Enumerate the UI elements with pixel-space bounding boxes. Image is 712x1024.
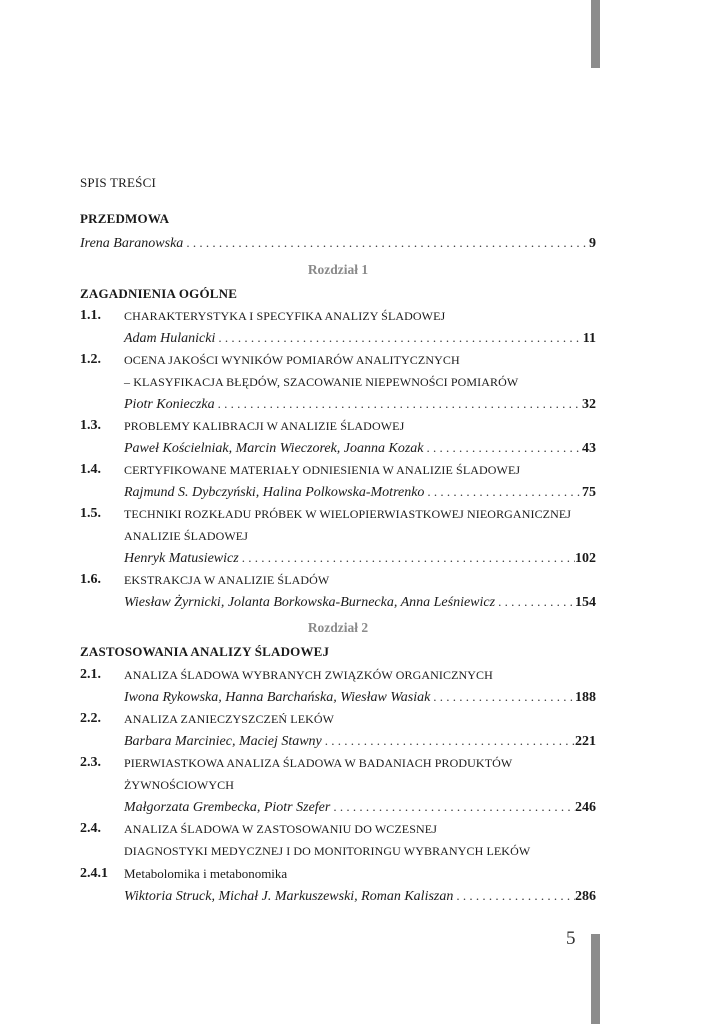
toc-entry-1-1[interactable]: [80, 305, 596, 327]
entry-page: 102: [575, 551, 596, 566]
leader-dots: [215, 393, 582, 415]
entry-number: 1.2.: [80, 352, 101, 367]
entry-page: 221: [575, 734, 596, 749]
leader-dots: [330, 796, 575, 818]
toc-entry-1-2[interactable]: [80, 349, 596, 371]
entry-number: 2.4.1: [80, 866, 108, 881]
entry-title: PIERWIASTKOWA ANALIZA ŚLADOWA W BADANIACH PRODUKTÓW: [124, 756, 513, 770]
leader-dots: [183, 232, 589, 254]
entry-title: PROBLEMY KALIBRACJI W ANALIZIE ŚLADOWEJ: [124, 419, 405, 433]
entry-title: ANALIZA ZANIECZYSZCZEŃ LEKÓW: [124, 712, 335, 726]
toc-entry-1-2-title-cont: [80, 371, 596, 393]
entry-title: ANALIZA ŚLADOWA WYBRANYCH ZWIĄZKÓW ORGANICZNYCH: [124, 668, 493, 682]
bottom-margin-bar: [591, 934, 600, 1024]
page-number: 5: [566, 928, 576, 949]
entry-title-continued: DIAGNOSTYKI MEDYCZNEJ I DO MONITORINGU WYBRANYCH LEKÓW: [124, 844, 531, 858]
entry-page: 11: [582, 331, 596, 346]
entry-title: TECHNIKI ROZKŁADU PRÓBEK W WIELOPIERWIASTKOWEJ NIEORGANICZNEJ: [124, 507, 572, 521]
leader-dots: [430, 686, 575, 708]
entry-author: Wiktoria Struck, Michał J. Markuszewski, Roman Kaliszan: [124, 889, 454, 904]
entry-number: 1.3.: [80, 418, 101, 433]
entry-number: 1.4.: [80, 462, 101, 477]
leader-dots: [239, 547, 575, 569]
entry-title: ANALIZA ŚLADOWA W ZASTOSOWANIU DO WCZESNEJ: [124, 822, 437, 836]
entry-page: 75: [582, 485, 596, 500]
entry-page: 286: [575, 889, 596, 904]
entry-title: EKSTRAKCJA W ANALIZIE ŚLADÓW: [124, 573, 330, 587]
toc-entry-1-6[interactable]: [80, 569, 596, 591]
toc-title: SPIS TREŚCI: [80, 175, 157, 190]
toc-entry-1-2-author: [80, 393, 596, 415]
toc-entry-2-2[interactable]: [80, 708, 596, 730]
entry-page: 246: [575, 800, 596, 815]
entry-title: Metabolomika i metabonomika: [124, 866, 288, 881]
chapter2-heading: ZASTOSOWANIA ANALIZY ŚLADOWEJ: [80, 644, 330, 659]
top-margin-bar: [591, 0, 600, 68]
chapter1-label: Rozdział 1: [307, 262, 369, 277]
entry-page: 188: [575, 690, 596, 705]
toc-entry-1-4[interactable]: [80, 459, 596, 481]
toc-entry-1-1-author: [80, 327, 596, 349]
preface-heading: PRZEDMOWA: [80, 211, 170, 226]
entry-number: 1.6.: [80, 572, 101, 587]
toc-entry-1-5[interactable]: [80, 503, 596, 525]
toc-entry-1-5-title-cont: [80, 525, 596, 547]
preface-author: Irena Baranowska: [80, 236, 184, 251]
toc-entry-2-3[interactable]: [80, 752, 596, 774]
chapter1-heading: ZAGADNIENIA OGÓLNE: [80, 286, 238, 301]
toc-entry-2-4-1-author: [80, 885, 596, 907]
leader-dots: [424, 437, 582, 459]
toc-entry-1-4-author: [80, 481, 596, 503]
leader-dots: [215, 327, 582, 349]
entry-author: Małgorzata Grembecka, Piotr Szefer: [124, 800, 331, 815]
entry-author: Piotr Konieczka: [124, 397, 215, 412]
toc-entry-2-1[interactable]: [80, 664, 596, 686]
toc-entry-1-3-author: [80, 437, 596, 459]
toc-entry-2-1-author: [80, 686, 596, 708]
toc-entry-2-4-title-cont: [80, 840, 596, 862]
entry-title-continued: – KLASYFIKACJA BŁĘDÓW, SZACOWANIE NIEPEWNOŚCI POMIARÓW: [124, 375, 519, 389]
entry-page: 154: [575, 595, 596, 610]
entry-title: CERTYFIKOWANE MATERIAŁY ODNIESIENIA W ANALIZIE ŚLADOWEJ: [124, 463, 521, 477]
entry-number: 2.4.: [80, 821, 101, 836]
preface-page: 9: [589, 236, 596, 251]
entry-number: 2.1.: [80, 667, 101, 682]
leader-dots: [495, 591, 575, 613]
toc-entry-2-3-author: [80, 796, 596, 818]
entry-author: Adam Hulanicki: [124, 331, 216, 346]
entry-title-continued: ŻYWNOŚCIOWYCH: [124, 778, 234, 792]
entry-number: 1.1.: [80, 308, 101, 323]
entry-page: 32: [582, 397, 596, 412]
preface-entry[interactable]: [80, 232, 596, 254]
entry-author: Henryk Matusiewicz: [124, 551, 239, 566]
entry-number: 2.3.: [80, 755, 101, 770]
chapter2-label: Rozdział 2: [307, 620, 369, 635]
entry-author: Rajmund S. Dybczyński, Halina Polkowska-Motrenko: [124, 485, 425, 500]
entry-number: 2.2.: [80, 711, 101, 726]
toc-entry-2-4-1[interactable]: [80, 863, 596, 885]
entry-title-continued: ANALIZIE ŚLADOWEJ: [124, 529, 249, 543]
toc-entry-1-3[interactable]: [80, 415, 596, 437]
entry-title: OCENA JAKOŚCI WYNIKÓW POMIARÓW ANALITYCZNYCH: [124, 353, 460, 367]
leader-dots: [453, 885, 575, 907]
toc-entry-2-4[interactable]: [80, 818, 596, 840]
entry-author: Paweł Kościelniak, Marcin Wieczorek, Joanna Kozak: [124, 441, 424, 456]
toc-entry-1-5-author: [80, 547, 596, 569]
entry-author: Wiesław Żyrnicki, Jolanta Borkowska-Burnecka, Anna Leśniewicz: [124, 595, 496, 610]
entry-number: 1.5.: [80, 506, 101, 521]
entry-author: Barbara Marciniec, Maciej Stawny: [124, 734, 322, 749]
toc-entry-2-2-author: [80, 730, 596, 752]
leader-dots: [424, 481, 582, 503]
toc-entry-2-3-title-cont: [80, 774, 596, 796]
entry-title: CHARAKTERYSTYKA I SPECYFIKA ANALIZY ŚLADOWEJ: [124, 309, 446, 323]
entry-author: Iwona Rykowska, Hanna Barchańska, Wiesław Wasiak: [124, 690, 431, 705]
toc-entry-1-6-author: [80, 591, 596, 613]
leader-dots: [322, 730, 575, 752]
entry-page: 43: [582, 441, 596, 456]
